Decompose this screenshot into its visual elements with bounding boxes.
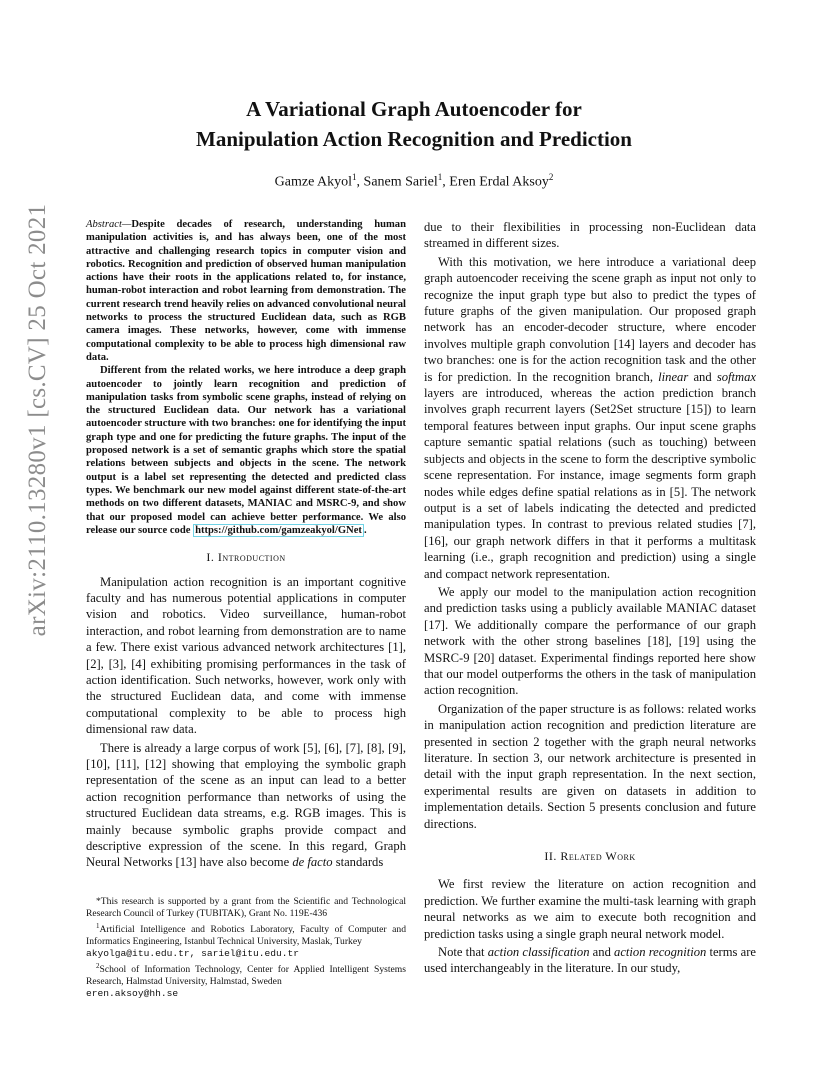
- body-paragraph: Note that action classification and action recognition terms are used interchangeably in the literature. In our study,: [424, 945, 756, 976]
- body-paragraph: We first review the literature on action recognition and prediction. We further examine the multi-task learning with graph neural networks as we aim to execute both recognition and prediction tasks using a single graph neural network model.: [424, 877, 756, 941]
- body-paragraph: due to their flexibilities in processing non-Euclidean data streamed in different sizes.: [424, 220, 756, 251]
- footnotes: [86, 896, 406, 1000]
- body-paragraph: Organization of the paper structure is as follows: related works in manipulation action recognition and prediction literature are presented in section 2 together with the graph neural networks literature. In section 3, our network architecture is presented in detail with the input graph representation. In the next section, experimental results are given on datasets in addition to implementation details. Section 5 presents conclusion and future directions.: [424, 701, 756, 831]
- affiliation-mark: 2: [548, 172, 554, 182]
- author-name: Eren Erdal Aksoy: [449, 174, 549, 190]
- title-line-2: Manipulation Action Recognition and Prediction: [196, 127, 632, 151]
- author-email[interactable]: eren.aksoy@hh.se: [86, 988, 179, 1000]
- funding-footnote: *This research is supported by a grant from the Scientific and Technological Research Council of Turkey (TUBITAK), Grant No. 119E-436: [86, 896, 406, 919]
- title-line-1: A Variational Graph Autoencoder for: [246, 97, 582, 121]
- abstract-paragraph: Abstract—Despite decades of research, understanding human manipulation activities is, and has always been, one of the most attractive and challenging research topics in computer vision and robotics. Recognition and prediction of observed human manipulation actions have their roots in the applications related to, for instance, human-robot interaction and robot learning from demonstration. The current research trend heavily relies on advanced convolutional neural networks to process the structured Euclidean data, such as RGB camera images. These networks, however, come with immense computational complexity to be able to process high dimensional raw data.: [86, 219, 406, 363]
- body-paragraph: With this motivation, we here introduce a variational deep graph autoencoder receiving the scene graph as input not only to recognize the input graph type but also to predict the types of future graphs of the given manipulation. Our proposed graph network has an encoder-decoder structure, where encoder involves multiple graph convolution [14] layers and decoder has two branches: one is for the action recognition task and the other is for prediction. In the recognition branch, linear and softmax layers are introduced, whereas the action prediction branch involves graph recurrent layers (Set2Set structure [15]) to learn temporal features between input graphs. Our input scene graphs capture semantic spatial relations (such as touching) between subjects and objects in the scene to form the descriptive symbolic scene representation. For instance, image segments form graph nodes while edges define spatial relations as in [5]. The network output is a set of labels indicating the detected and predicted manipulation types. In contrast to previous related studies [7], [16], our graph network differs in that it performs a multitask learning (i.e., graph recognition and prediction) using a single and compact network representation.: [424, 254, 756, 581]
- affiliation-mark: 1: [352, 172, 357, 182]
- affiliation-footnote: $^1$Artificial Intelligence and Robotics Laboratory, Faculty of Computer and Informatics Engineering, Istanbul Technical University, Maslak, Turkey: [86, 922, 406, 948]
- body-paragraph: We apply our model to the manipulation action recognition and prediction tasks using a publicly available MANIAC dataset [17]. We additionally compare the performance of our graph network with the other strong baselines [18], [19] using the MSRC-9 [20] dataset. Experimental findings reported here show that our model outperforms the others in the task of manipulation action recognition.: [424, 584, 756, 698]
- source-code-link[interactable]: https://github.com/gamzeakyol/GNet: [195, 524, 362, 536]
- left-column: [86, 218, 406, 873]
- affiliation-footnote: $^2$School of Information Technology, Center for Applied Intelligent Systems Research, Halmstad University, Halmstad, Sweden: [86, 962, 406, 988]
- author-emails[interactable]: akyolga@itu.edu.tr, sariel@itu.edu.tr: [86, 948, 300, 960]
- author-list: Gamze Akyol$^1$, Sanem Sariel$^1$, Eren Erdal Aksoy$^2$: [274, 172, 554, 190]
- author-name: Gamze Akyol: [274, 174, 353, 190]
- paper-title: [0, 94, 828, 154]
- affiliation-mark: 1: [437, 172, 443, 182]
- section-heading-related-work: II. Related Work: [544, 849, 636, 864]
- right-column: [424, 219, 756, 979]
- body-paragraph: Manipulation action recognition is an important cognitive faculty and has numerous potential applications in computer vision and robotics. Video surveillance, human-robot interaction, and robot learning from demonstration are to name a few. There exist various advanced network architectures [1], [2], [3], [4] exhibiting promising performances in the task of action identification. Such networks, however, work only with the structured Euclidean data, and come with immense computational complexity to be able to process high dimensional raw data.: [86, 574, 406, 737]
- author-name: Sanem Sariel: [363, 174, 438, 190]
- abstract-label: Abstract—: [86, 219, 132, 230]
- arxiv-identifier: arXiv:2110.13280v1 [cs.CV] 25 Oct 2021: [24, 203, 51, 637]
- abstract-paragraph: Different from the related works, we here introduce a deep graph autoencoder to jointly learn recognition and prediction of manipulation tasks from symbolic scene graphs, instead of relying on the structured Euclidean data. Our network has a variational autoencoder structure with two branches: one for identifying the input graph type and one for predicting the future graphs. The input of the proposed network is a set of semantic graphs which store the spatial relations between subjects and objects in the scene. The network output is a label set representing the detected and predicted class types. We benchmark our new model against different state-of-the-art methods on two different datasets, MANIAC and MSRC-9, and show that our proposed model can achieve better performance. We also release our source code https://github.com/gamzeakyol/GNet .: [86, 365, 406, 536]
- body-paragraph: There is already a large corpus of work [5], [6], [7], [8], [9], [10], [11], [12] showing that employing the symbolic graph representation of the scene as an input can lead to a better action recognition performance than networks of using the structured Euclidean data streams, e.g. RGB images. This is mainly because symbolic graphs provide compact and descriptive expression of the scene. In this regard, Graph Neural Networks [13] have also become de facto standards: [86, 740, 406, 870]
- section-heading-introduction: I. Introduction: [206, 550, 286, 565]
